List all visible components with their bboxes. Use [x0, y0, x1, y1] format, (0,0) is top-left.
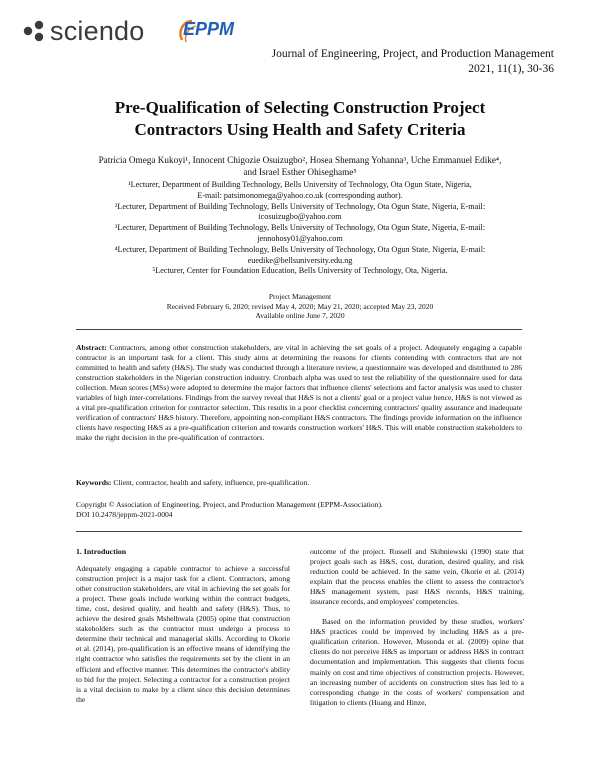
section-heading: 1. Introduction	[76, 547, 127, 556]
doi: DOI 10.2478/jeppm-2021-0004	[76, 510, 173, 519]
body-column-right	[310, 547, 524, 708]
copyright-text: Copyright © Association of Engineering, Project, and Production Management (EPPM-Association).	[76, 500, 383, 509]
paper-title	[0, 97, 600, 141]
affiliation-5: ⁵Lecturer, Center for Foundation Education, Bells University of Technology, Ota, Nigeria.	[152, 266, 448, 276]
received-dates: Received February 6, 2020; revised May 4, 2020; May 21, 2020; accepted May 23, 2020	[166, 301, 434, 311]
affiliation-2: ²Lecturer, Department of Building Technology, Bells University of Technology, Ota Ogun State, Nigeria, E-mail: icosuizugbo@yahoo.com	[114, 201, 486, 222]
journal-name: Journal of Engineering, Project, and Production Management	[271, 48, 554, 60]
body-column-left	[76, 547, 290, 705]
affiliation-4: ⁴Lecturer, Department of Building Technology, Bells University of Technology, Ota Ogun State, Nigeria, E-mail: euedike@bellsuniversity.edu.ng	[114, 244, 486, 265]
paragraph: Adequately engaging a capable contractor to achieve a successful construction project is a major task for a client. Contractors, among other construction stakeholders, are vital in achieving the set goals for a project. These goals include working within the contract budgets, time, cost, desired quality, and health and safety (H&S). Thus, to achieve the desired goals Mshelbwala (2005) opine that construction stakeholders such as the contractor must undergo a process to determine their technical and managerial skills. According to Okorie et al. (2014), pre-qualification is an effective means of identifying the right contractor who satisfies the requirements set by the client in an efficient and effective manner. This determines the contractor's ability to bid for the project. Selecting a contractor for a construction project is a vital decision to make by a client since this decision determines the	[76, 564, 290, 704]
keywords-label: Keywords:	[76, 478, 112, 487]
article-category: Project Management	[268, 292, 332, 301]
article-dates	[0, 292, 600, 321]
title-line-1: Pre-Qualification of Selecting Construction Project	[114, 98, 486, 117]
eppm-logo-text: EPPM	[183, 19, 235, 39]
keywords	[76, 478, 522, 488]
online-date: Available online June 7, 2020	[255, 311, 345, 320]
journal-citation	[272, 47, 554, 76]
affiliations	[40, 180, 560, 277]
divider-top	[76, 329, 522, 330]
divider-bottom	[76, 531, 522, 532]
paragraph: outcome of the project. Russell and Skibniewski (1990) state that project goals such as H&S, cost, duration, desired quality, and risk reduction could be achieved. In the same vein, Okorie et al. (2014) explain that the process enables the client to assess the contractor's H&S management system, past H&S records, H&S training, insurance records, and employees' competencies.	[310, 547, 524, 607]
sciendo-brand: sciendo	[50, 16, 145, 46]
authors-line-2: and Israel Esther Ohiseghame⁵	[243, 166, 357, 177]
sciendo-logo-icon	[22, 19, 46, 43]
abstract-text: Contractors, among other construction stakeholders, are vital in achieving the set goals of a project. Adequately engaging a capable contractor is an important task for a client. This study aims at determining the reasons for clients contending with contractors that are not committed to health and safety (H&S). The study was conducted through a literature review, a questionnaire was developed and distributed to 286 construction stakeholders in the Nigerian construction industry. Cronbach alpha was used to test the reliability of the questionnaire used for data collection. Mean scores (MSs) were adopted to determine the major factors that influence clients' selections and factor analysis was used to cluster variables of high inter-correlations. Findings from the survey reveal that H&S is not a clients' goal or a project value hence, H&S is not viewed as a vital pre-qualification criterion for contractor selection. This results in a poor checklist concerning contractors' quality assurance and inadequate verification of contractors' H&S history. Therefore, appointing non-compliant H&S contractors. The findings provide information on the influence clients have respecting H&S as a pre-qualification criterion and towards construction workers' H&S. This will enable construction stakeholders to make the right decision in the pre-qualification of contractors.	[76, 343, 522, 442]
abstract	[76, 343, 522, 443]
keywords-text: Client, contractor, health and safety, influence, pre-qualification.	[113, 478, 310, 487]
title-line-2: Contractors Using Health and Safety Criteria	[134, 120, 466, 139]
paragraph: Based on the information provided by these studies, workers' H&S practices could be improved by including H&S as a pre-qualification criterion. However, Musonda et al. (2009) opine that clients do not perceive H&S as important or address H&S in contract documentation and implementation. This suggests that clients focus mainly on cost and time objectives of construction projects. However, an increasing number of accidents on construction sites has led to a corresponding change in the costs of workers' compensation and litigation to clients (Huang and Hinze,	[310, 617, 524, 707]
copyright-block	[76, 500, 522, 520]
author-list	[40, 155, 560, 178]
authors-line-1: Patricia Omega Kukoyi¹, Innocent Chigozie Osuizugbo², Hosea Shemang Yohanna³, Uche Emmanuel Edike⁴,	[98, 155, 502, 165]
affiliation-3: ³Lecturer, Department of Building Technology, Bells University of Technology, Ota Ogun State, Nigeria, E-mail: jennohosy01@yahoo.com	[114, 223, 486, 243]
volume-pages: 2021, 11(1), 30-36	[468, 62, 554, 75]
abstract-label: Abstract:	[76, 343, 107, 352]
affiliation-1: ¹Lecturer, Department of Building Technology, Bells University of Technology, Ota Ogun State, Nigeria, E-mail: patsimonomega@yahoo.co.uk (corresponding author).	[128, 180, 472, 200]
